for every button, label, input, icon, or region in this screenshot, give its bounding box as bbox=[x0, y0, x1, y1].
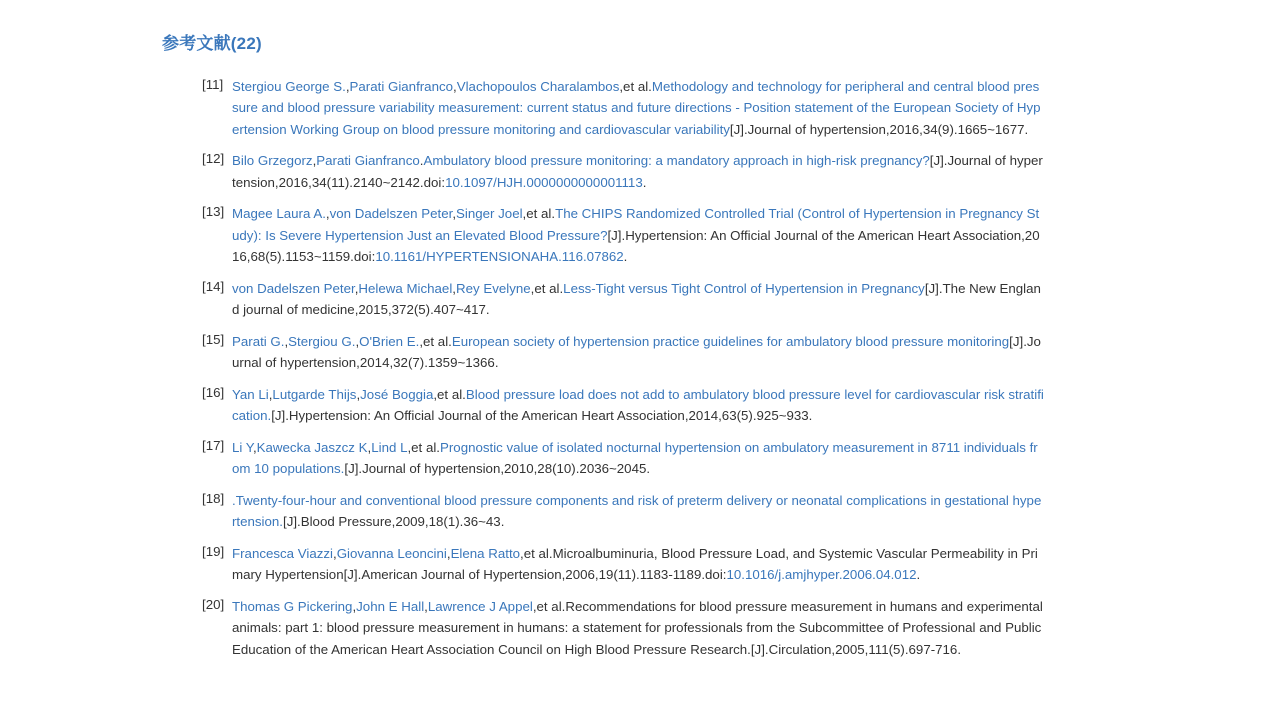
reference-title-link[interactable]: Ambulatory blood pressure monitoring: a mandatory approach in high-risk pregnancy? bbox=[423, 153, 930, 169]
reference-item bbox=[202, 150, 1044, 193]
author-separator: , bbox=[355, 333, 360, 349]
author-separator: , bbox=[453, 79, 457, 94]
reference-item bbox=[202, 596, 1044, 660]
author-link[interactable]: Lind L bbox=[371, 439, 408, 455]
reference-item bbox=[202, 278, 1044, 321]
reference-number: [18] bbox=[202, 490, 225, 506]
author-link[interactable]: Singer Joel bbox=[456, 206, 523, 222]
author-link[interactable]: Giovanna Leoncini bbox=[336, 545, 447, 561]
doi-period: . bbox=[623, 249, 628, 265]
author-link[interactable]: Stergiou G. bbox=[288, 333, 356, 349]
reference-item bbox=[202, 543, 1044, 586]
reference-list bbox=[202, 76, 1044, 670]
author-link[interactable]: Li Y bbox=[232, 439, 253, 455]
doi-link[interactable]: 10.1016/j.amjhyper.2006.04.012 bbox=[726, 567, 917, 583]
etal-text: ,et al. bbox=[419, 333, 452, 349]
doi-link[interactable]: 10.1097/HJH.0000000000001113 bbox=[445, 174, 643, 190]
etal-text: ,et al. bbox=[520, 545, 553, 561]
author-separator: , bbox=[252, 439, 257, 455]
reference-item bbox=[202, 490, 1044, 533]
reference-source: [J].Circulation,2005,111(5).697-716. bbox=[750, 641, 962, 657]
author-link[interactable]: Elena Ratto bbox=[450, 545, 521, 561]
author-link[interactable]: Bilo Grzegorz bbox=[232, 153, 313, 169]
reference-title: Microalbuminuria, Blood Pressure Load, and Systemic Vascular Permeability in Primary Hypertension bbox=[232, 545, 1038, 583]
reference-item bbox=[202, 76, 1044, 140]
author-link[interactable]: Magee Laura A. bbox=[232, 206, 326, 222]
reference-number: [11] bbox=[202, 77, 224, 92]
reference-title-link[interactable]: .Twenty-four-hour and conventional blood pressure components and risk of preterm delivery or neonatal complications in gestational hypertension. bbox=[232, 492, 1042, 530]
doi-period: . bbox=[916, 567, 921, 583]
author-link[interactable]: Parati Gianfranco bbox=[316, 153, 420, 169]
author-link[interactable]: Helewa Michael bbox=[358, 280, 453, 296]
author-link[interactable]: Francesca Viazzi bbox=[232, 545, 333, 561]
etal-text: ,et al. bbox=[532, 598, 566, 614]
reference-source: [J].Hypertension: An Official Journal of the American Heart Association,2014,63(5).925~933. bbox=[271, 408, 813, 424]
author-separator: , bbox=[356, 386, 361, 402]
reference-source: [J].Blood Pressure,2009,18(1).36~43. bbox=[283, 514, 505, 530]
reference-number: [15] bbox=[202, 331, 225, 347]
doi-period: . bbox=[642, 174, 647, 190]
reference-source: [J].Journal of hypertension,2014,32(7).1359~1366. bbox=[232, 333, 1041, 371]
author-separator: , bbox=[325, 206, 330, 222]
etal-text: ,et al. bbox=[433, 386, 466, 402]
author-link[interactable]: Lutgarde Thijs bbox=[272, 386, 357, 402]
doi-link[interactable]: 10.1161/HYPERTENSIONAHA.116.07862 bbox=[375, 249, 624, 265]
etal-text: . bbox=[419, 153, 424, 169]
author-link[interactable]: von Dadelszen Peter bbox=[232, 280, 355, 296]
reference-number: [14] bbox=[202, 278, 225, 294]
reference-source: [J].Hypertension: An Official Journal of the American Heart Association,2016,68(5).1153~1159.doi: bbox=[232, 227, 1040, 265]
reference-source: [J].The New England journal of medicine,2015,372(5).407~417. bbox=[232, 280, 1041, 318]
reference-item bbox=[202, 437, 1044, 480]
author-separator: , bbox=[312, 153, 317, 169]
author-link[interactable]: Kawecka Jaszcz K bbox=[256, 439, 368, 455]
author-separator: , bbox=[352, 598, 357, 614]
reference-title-link[interactable]: Prognostic value of isolated nocturnal hypertension on ambulatory measurement in 8711 individuals from 10 populations. bbox=[232, 439, 1038, 477]
author-link[interactable]: Thomas G Pickering bbox=[232, 598, 353, 614]
author-separator: , bbox=[284, 333, 289, 349]
reference-number: [13] bbox=[202, 204, 225, 220]
etal-text: ,et al. bbox=[522, 206, 556, 222]
reference-title-link[interactable]: Methodology and technology for peripheral and central blood pressure and blood pressure variability measurement: current status and future directions - Position statement of the European Society of Hypertension Working Group on blood pressure monitoring and cardiovascular variability bbox=[232, 79, 1041, 137]
author-link[interactable]: Yan Li bbox=[232, 386, 269, 402]
author-separator: , bbox=[424, 598, 428, 614]
author-link[interactable]: O'Brien E. bbox=[359, 333, 420, 349]
etal-text: ,et al. bbox=[407, 439, 440, 455]
author-separator: , bbox=[446, 545, 451, 561]
author-link[interactable]: Stergiou George S. bbox=[232, 79, 346, 94]
reference-title-link[interactable]: The CHIPS Randomized Controlled Trial (Control of Hypertension in Pregnancy Study): Is Severe Hypertension Just an Elevated Blood Pressure? bbox=[232, 206, 1040, 243]
reference-number: [12] bbox=[202, 151, 225, 167]
author-link[interactable]: José Boggia bbox=[360, 386, 434, 402]
author-separator: , bbox=[452, 206, 457, 222]
author-link[interactable]: John E Hall bbox=[356, 598, 425, 614]
author-separator: , bbox=[345, 79, 350, 94]
reference-title-link[interactable]: European society of hypertension practice guidelines for ambulatory blood pressure monitoring bbox=[451, 333, 1010, 349]
section-title: 参考文献(22) bbox=[162, 34, 262, 53]
reference-number: [17] bbox=[202, 437, 225, 453]
reference-title-link[interactable]: Blood pressure load does not add to ambulatory blood pressure level for cardiovascular risk stratification. bbox=[232, 386, 1044, 424]
etal-text: ,et al. bbox=[619, 79, 652, 94]
reference-source: [J].Journal of hypertension,2016,34(11).2140~2142.doi: bbox=[232, 153, 1043, 190]
reference-number: [20] bbox=[202, 596, 225, 612]
reference-source: [J].Journal of hypertension,2010,28(10).2036~2045. bbox=[344, 461, 651, 477]
reference-item bbox=[202, 384, 1044, 427]
author-link[interactable]: Rey Evelyne bbox=[455, 280, 531, 296]
author-separator: , bbox=[367, 439, 372, 455]
reference-source: [J].Journal of hypertension,2016,34(9).1665~1677. bbox=[729, 121, 1029, 137]
author-link[interactable]: Parati G. bbox=[232, 333, 285, 349]
reference-number: [16] bbox=[202, 384, 225, 400]
author-separator: , bbox=[333, 545, 337, 561]
reference-title: Recommendations for blood pressure measurement in humans and experimental animals: part 1: blood pressure measurement in humans: a statement for professionals from the Subcommittee of Professional and Public Education of the American Heart Association Council on High Blood Pressure Research. bbox=[232, 598, 1043, 657]
author-separator: , bbox=[268, 386, 273, 402]
author-separator: , bbox=[354, 280, 359, 296]
reference-source: [J].American Journal of Hypertension,2006,19(11).1183-1189.doi: bbox=[343, 567, 727, 583]
author-link[interactable]: Parati Gianfranco bbox=[349, 79, 454, 94]
reference-title-link[interactable]: Less-Tight versus Tight Control of Hypertension in Pregnancy bbox=[563, 280, 925, 296]
reference-item bbox=[202, 331, 1044, 374]
reference-item bbox=[202, 203, 1044, 267]
etal-text: ,et al. bbox=[530, 280, 564, 296]
author-link[interactable]: Vlachopoulos Charalambos bbox=[456, 79, 620, 94]
author-link[interactable]: von Dadelszen Peter bbox=[329, 206, 453, 222]
author-link[interactable]: Lawrence J Appel bbox=[427, 598, 533, 614]
author-separator: , bbox=[452, 280, 456, 296]
reference-number: [19] bbox=[202, 543, 225, 559]
